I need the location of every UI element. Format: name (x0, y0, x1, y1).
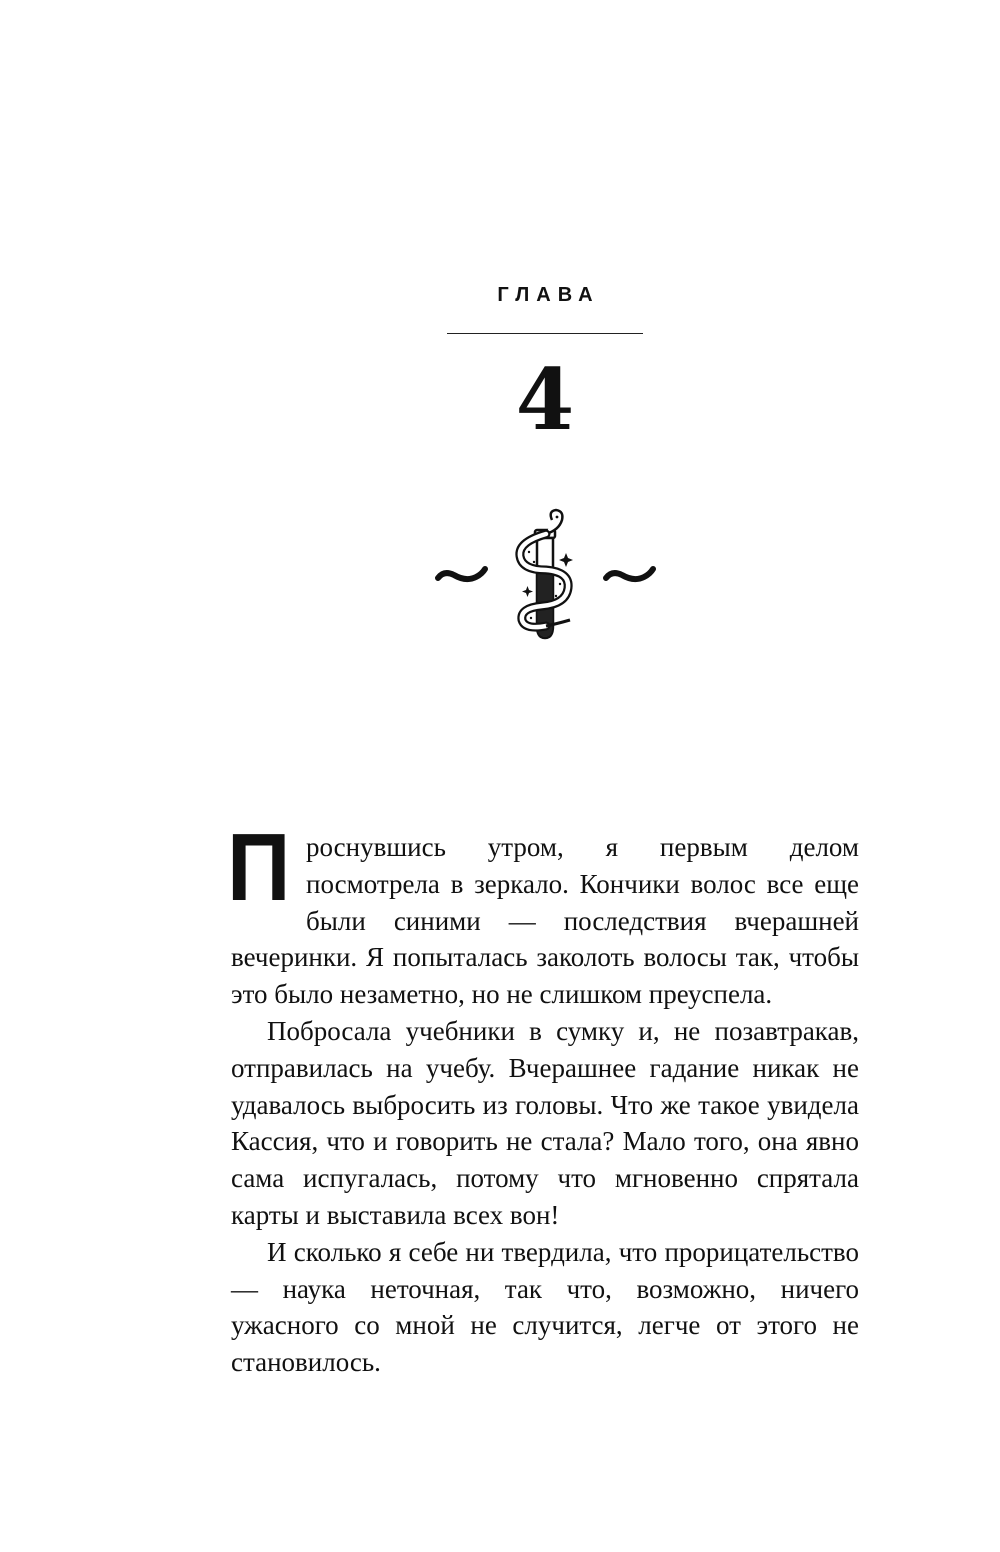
right-tilde-flourish (606, 569, 653, 579)
chapter-body-text (227, 814, 859, 1381)
snake-test-tube-icon (430, 508, 660, 648)
drop-cap: П (227, 814, 291, 921)
chapter-number: 4 (515, 350, 575, 449)
left-tilde-flourish (438, 569, 485, 579)
paragraph-1-text: роснувшись утром, я первым делом посмотрела в зеркало. Кончики волос все еще были синими — последствия вчерашней вечеринки. Я попыталась заколоть волосы так, чтобы это было незаметно, но не слишком преуспела. (231, 832, 859, 1010)
paragraph-1 (227, 814, 859, 1013)
snake (520, 510, 570, 627)
chapter-label: ГЛАВА (497, 284, 600, 306)
paragraph-2: Побросала учебники в сумку и, не позавтракав, отправилась на учебу. Вчерашнее гадание никак не удавалось выбросить из головы. Что же такое увидела Кассия, что и говорить не стала? Мало того, она явно сама испугалась, потому что мгновенно спрятала карты и выставила всех вон! (231, 1015, 859, 1230)
paragraph-3: И сколько я себе ни твердила, что прорицательство — наука неточная, так что, возможно, ничего ужасного со мной не случится, легче от этого не становилось. (231, 1236, 859, 1378)
chapter-divider (447, 333, 643, 334)
